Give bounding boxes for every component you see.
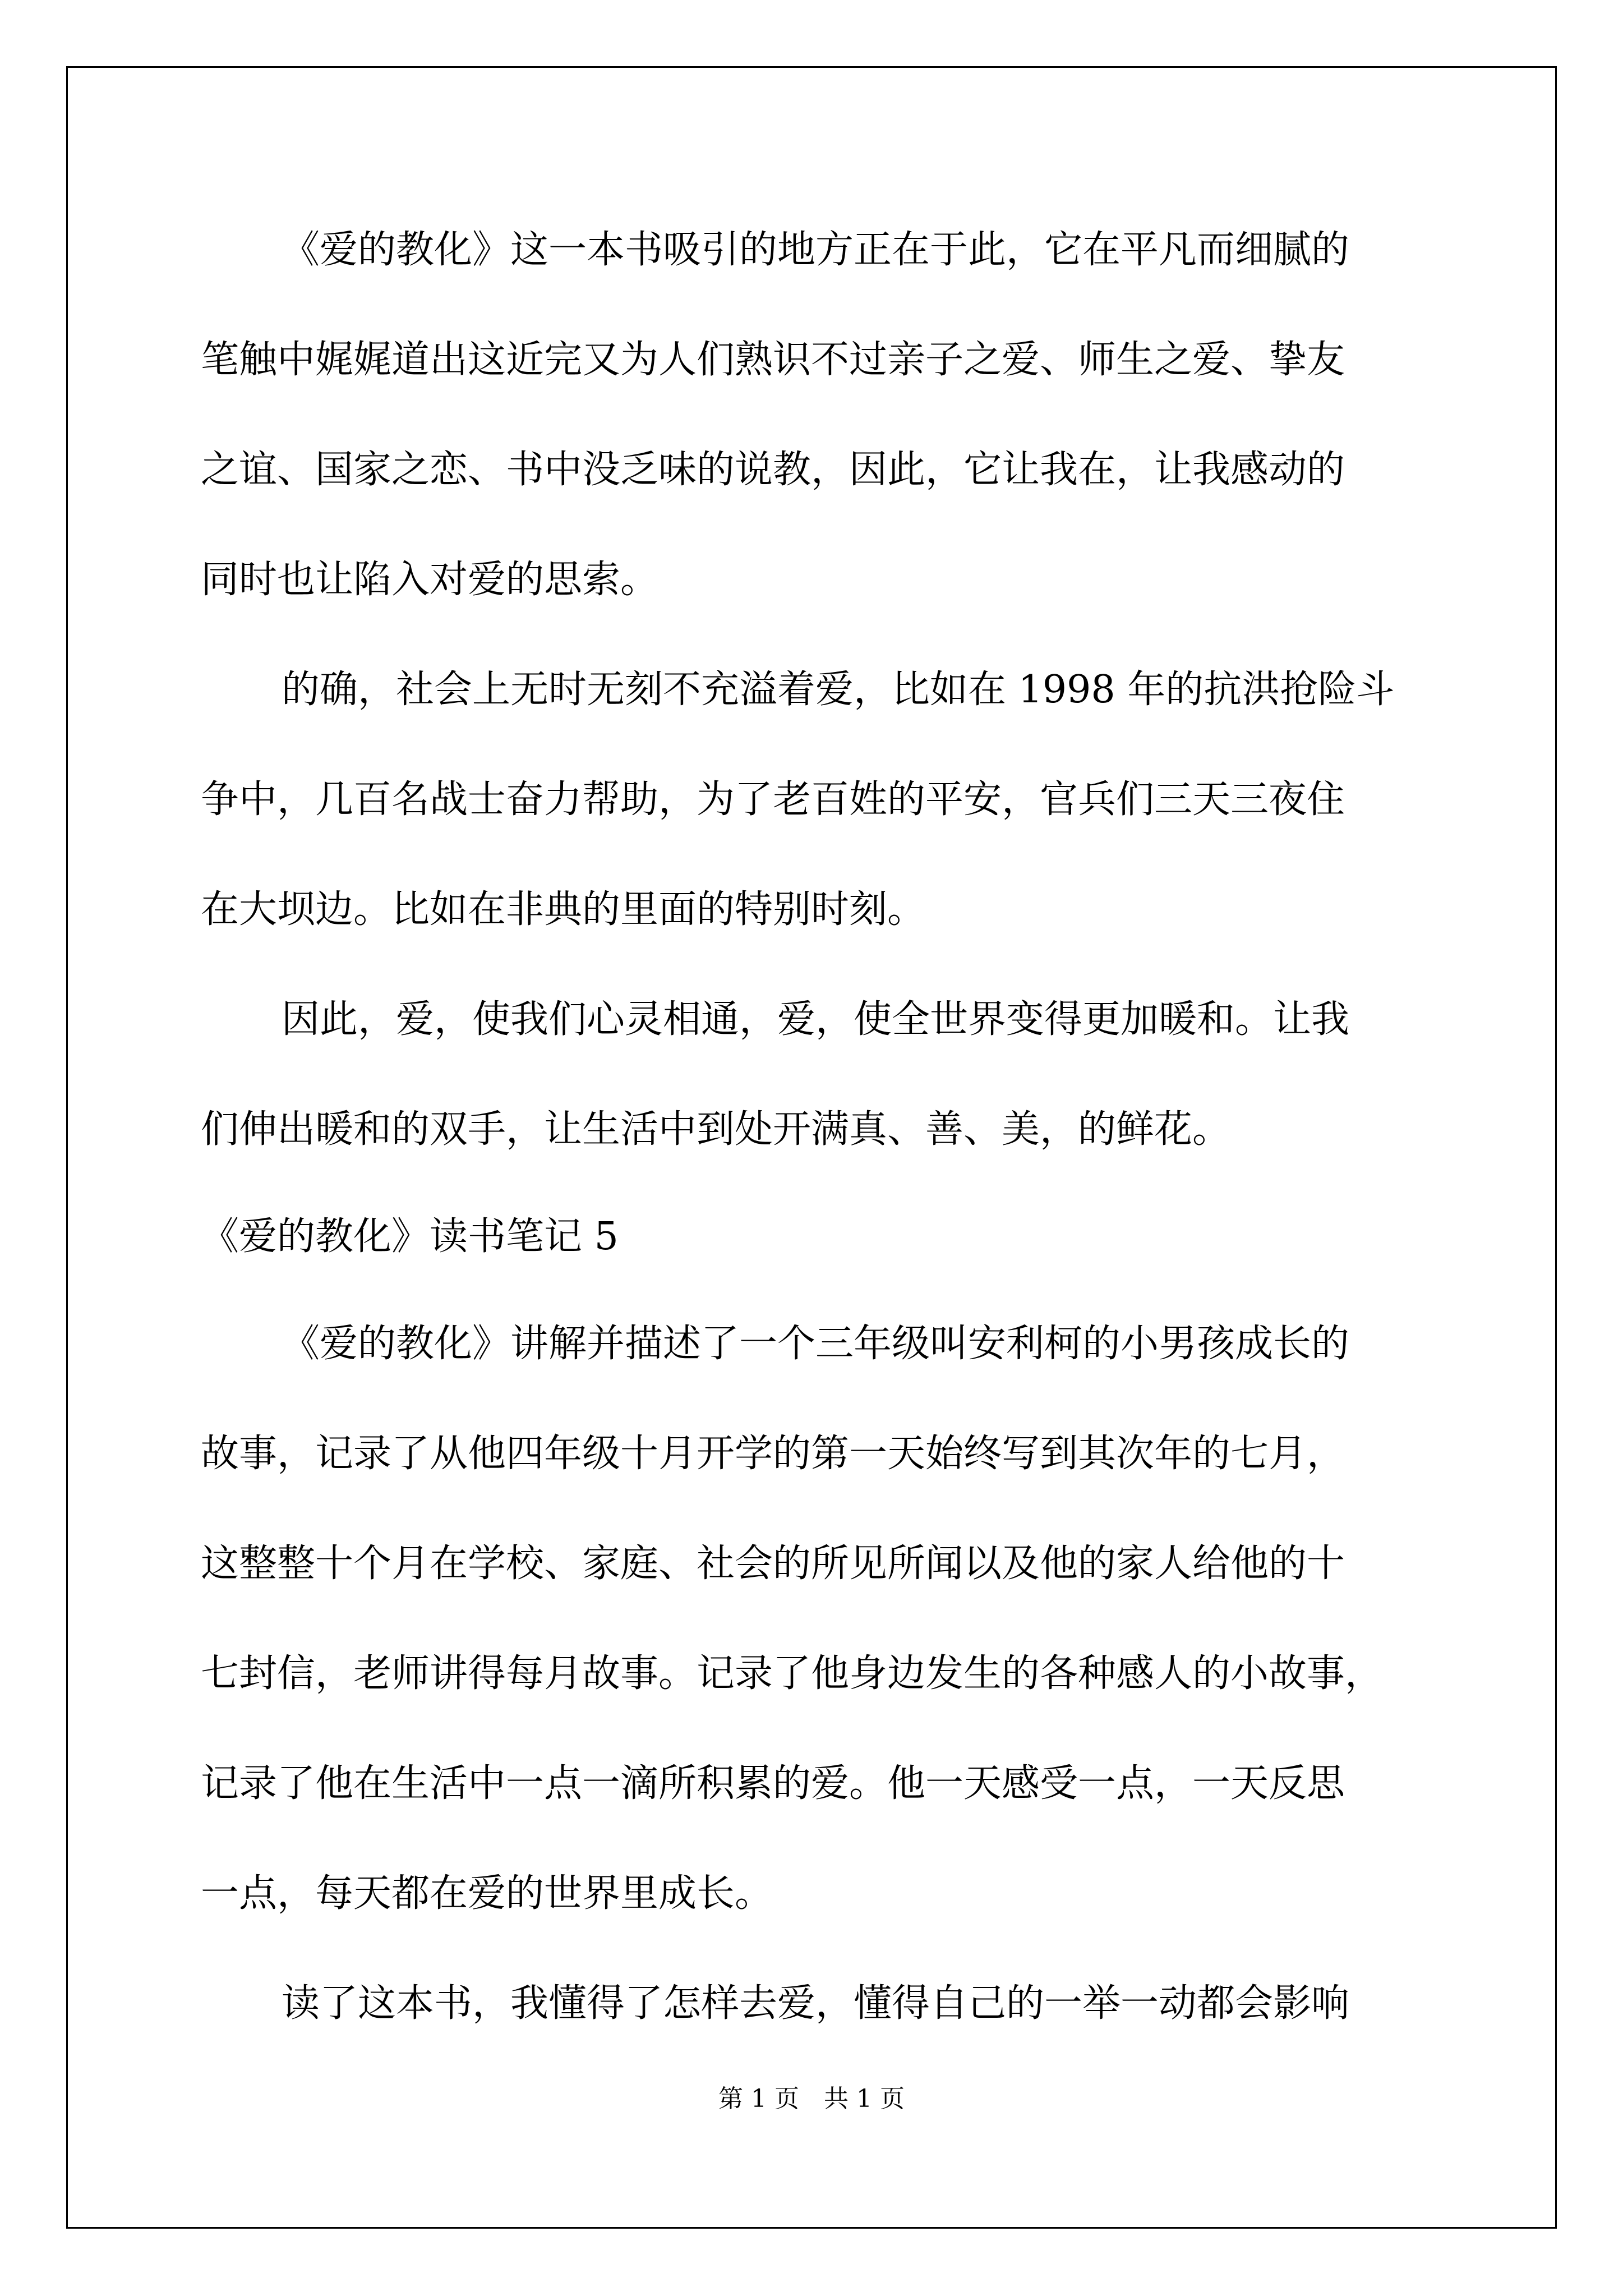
paragraph-line: 的确，社会上无时无刻不充溢着爱，比如在 1998 年的抗洪抢险斗: [282, 668, 1395, 712]
paragraph-line: 争中，几百名战士奋力帮助，为了老百姓的平安，官兵们三天三夜住: [201, 777, 1345, 822]
paragraph-line: 记录了他在生活中一点一滴所积累的爱。他一天感受一点，一天反思: [201, 1761, 1345, 1806]
paragraph-line: 因此，爱，使我们心灵相通，爱，使全世界变得更加暖和。让我: [282, 997, 1350, 1042]
paragraph-line: 《爱的教化》这一本书吸引的地方正在于此，它在平凡而细腻的: [282, 228, 1350, 272]
paragraph-line: 七封信，老师讲得每月故事。记录了他身边发生的各种感人的小故事，: [201, 1651, 1384, 1696]
section-heading: 《爱的教化》读书笔记 5: [201, 1214, 619, 1259]
page-number: 第 1 页 共 1 页: [718, 2085, 905, 2113]
paragraph-line: 们伸出暖和的双手，让生活中到处开满真、善、美，的鲜花。: [201, 1107, 1231, 1152]
paragraph-line: 之谊、国家之恋、书中没乏味的说教，因此，它让我在，让我感动的: [201, 448, 1345, 492]
paragraph-line: 同时也让陷入对爱的思索。: [201, 558, 659, 602]
paragraph-line: 笔触中娓娓道出这近完又为人们熟识不过亲子之爱、师生之爱、挚友: [201, 338, 1345, 382]
paragraph-line: 读了这本书，我懂得了怎样去爱，懂得自己的一举一动都会影响: [282, 1981, 1350, 2026]
paragraph-line: 这整整十个月在学校、家庭、社会的所见所闻以及他的家人给他的十: [201, 1542, 1345, 1586]
paragraph-line: 一点，每天都在爱的世界里成长。: [201, 1871, 773, 1916]
paragraph-line: 故事，记录了从他四年级十月开学的第一天始终写到其次年的七月，: [201, 1432, 1345, 1476]
paragraph-line: 在大坝边。比如在非典的里面的特别时刻。: [201, 887, 926, 932]
paragraph-line: 《爱的教化》讲解并描述了一个三年级叫安利柯的小男孩成长的: [282, 1322, 1350, 1366]
